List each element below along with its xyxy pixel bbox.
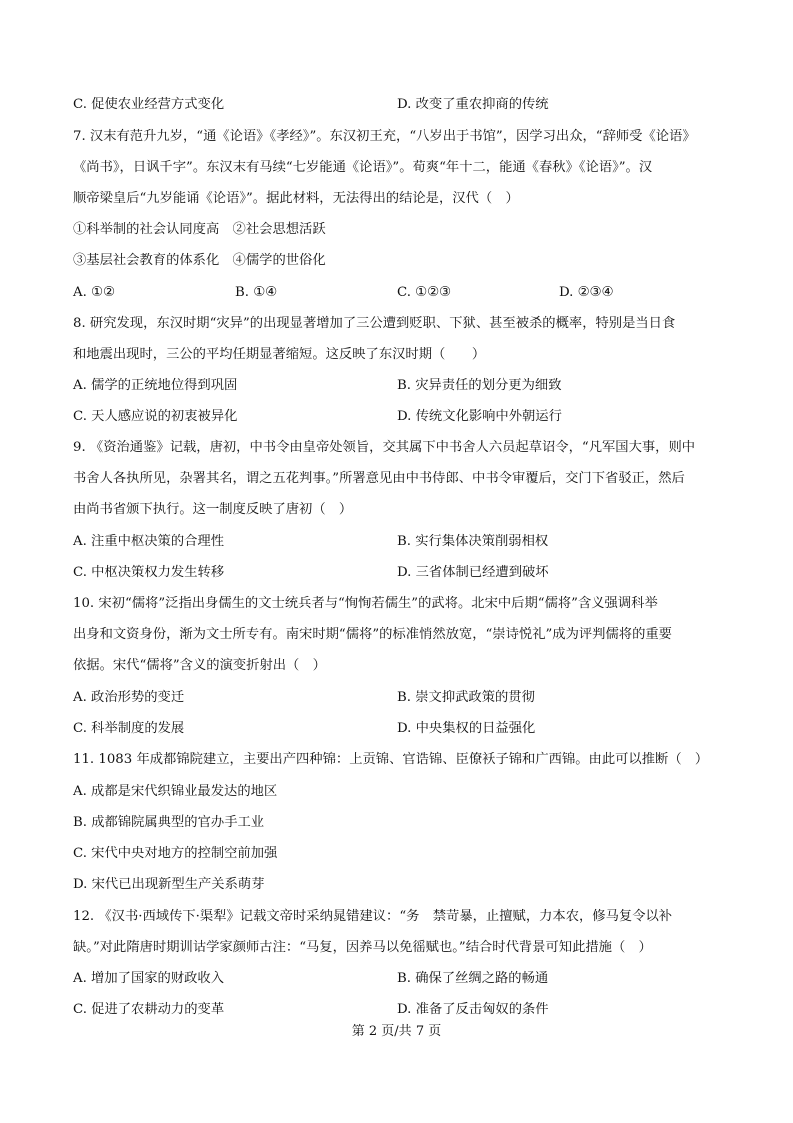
q8-stem-line-2: 和地震出现时，三公的平均任期显著缩短。这反映了东汉时期（ ） — [73, 347, 486, 362]
q7-option-d: D. ②③④ — [559, 285, 614, 300]
q10-stem-line-1: 10. 宋初“儒将”泛指出身儒生的文士统兵者与“恂恂若儒生”的武将。北宋中后期“儒将”含义强调科举 — [73, 596, 658, 611]
q12-stem-line-1: 12. 《汉书·西域传下·渠犁》记载文帝时采纳晁错建议：“务 禁苛暴，止擅赋，力本农，修马复令以补 — [73, 909, 673, 924]
q11-stem-line-1: 11. 1083 年成都锦院建立，主要出产四种锦：上贡锦、官诰锦、臣僚袄子锦和广西锦。由此可以推断（ ） — [73, 752, 709, 767]
q12-option-b: B. 确保了丝绸之路的畅通 — [397, 971, 549, 986]
q11-option-c: C. 宋代中央对地方的控制空前加强 — [73, 846, 278, 861]
q6-option-d: D. 改变了重农抑商的传统 — [397, 97, 549, 112]
page-number-footer: 第 2 页/共 7 页 — [351, 1024, 442, 1039]
q10-options-row-2 — [73, 720, 725, 738]
q9-option-a: A. 注重中枢决策的合理性 — [73, 534, 225, 549]
q7-statement-line-2: ③基层社会教育的体系化 ④儒学的世俗化 — [73, 253, 326, 268]
q7-option-a: A. ①② — [73, 285, 115, 300]
q8-option-d: D. 传统文化影响中外朝运行 — [397, 409, 562, 424]
q9-option-c: C. 中枢决策权力发生转移 — [73, 565, 225, 580]
q12-options-row-2 — [73, 1001, 725, 1019]
q6-option-c: C. 促使农业经营方式变化 — [73, 97, 225, 112]
q7-stem-line-2: 《尚书》，日讽千字”。东汉末有马续“七岁能通《论语》”。荀爽“年十二，能通《春秋》《论语》”。汉 — [73, 160, 653, 175]
q12-option-c: C. 促进了农耕动力的变革 — [73, 1002, 225, 1017]
q12-options-row-1 — [73, 970, 725, 988]
q9-stem-line-1: 9. 《资治通鉴》记载，唐初，中书令由皇帝处领旨，交其属下中书舍人六员起草诏令，“凡军国大事，则中 — [73, 440, 696, 455]
q6-options-row — [73, 96, 725, 114]
q7-option-c: C. ①②③ — [397, 285, 451, 300]
q10-option-b: B. 崇文抑武政策的贯彻 — [397, 690, 535, 705]
q10-option-c: C. 科举制度的发展 — [73, 721, 185, 736]
q11-option-a: A. 成都是宋代织锦业最发达的地区 — [73, 784, 278, 799]
q11-option-b: B. 成都锦院属典型的官办手工业 — [73, 815, 265, 830]
q9-option-b: B. 实行集体决策削弱相权 — [397, 534, 549, 549]
q9-option-d: D. 三省体制已经遭到破坏 — [397, 565, 549, 580]
q8-options-row-2 — [73, 408, 725, 426]
q8-stem-line-1: 8. 研究发现，东汉时期“灾异”的出现显著增加了三公遭到贬职、下狱、甚至被杀的概率，特别是当日食 — [73, 316, 676, 331]
q8-option-b: B. 灾异责任的划分更为细致 — [397, 378, 562, 393]
q12-option-a: A. 增加了国家的财政收入 — [73, 971, 225, 986]
q8-option-c: C. 天人感应说的初衷被异化 — [73, 409, 238, 424]
q12-stem-line-2: 缺。”对此隋唐时期训诂学家颜师古注：“马复，因养马以免徭赋也。”结合时代背景可知此措施（ ） — [73, 940, 652, 955]
q7-options-row — [73, 284, 725, 302]
q7-statement-line-1: ①科举制的社会认同度高 ②社会思想活跃 — [73, 222, 326, 237]
q7-option-b: B. ①④ — [235, 285, 278, 300]
q10-option-d: D. 中央集权的日益强化 — [397, 721, 536, 736]
q7-stem-line-3: 顺帝梁皇后“九岁能诵《论语》”。据此材料，无法得出的结论是，汉代（ ） — [73, 191, 519, 206]
q9-options-row-2 — [73, 564, 725, 582]
q10-stem-line-3: 依据。宋代“儒将”含义的演变折射出（ ） — [73, 658, 326, 673]
q9-stem-line-3: 由尚书省颁下执行。这一制度反映了唐初（ ） — [73, 502, 353, 517]
q10-options-row-1 — [73, 689, 725, 707]
q9-stem-line-2: 书舍人各执所见，杂署其名，谓之五花判事。”所署意见由中书侍郎、中书令审覆后，交门下省驳正，然后 — [73, 471, 685, 486]
q9-options-row-1 — [73, 533, 725, 551]
q11-option-d: D. 宋代已出现新型生产关系萌芽 — [73, 877, 265, 892]
q10-option-a: A. 政治形势的变迁 — [73, 690, 185, 705]
q7-stem-line-1: 7. 汉末有范升九岁，“通《论语》《孝经》”。东汉初王充，“八岁出于书馆”，因学习出众，“辞师受《论语》 — [73, 129, 696, 144]
q8-options-row-1 — [73, 377, 725, 395]
q12-option-d: D. 准备了反击匈奴的条件 — [397, 1002, 549, 1017]
q10-stem-line-2: 出身和文资身份，渐为文士所专有。南宋时期“儒将”的标准悄然放宽，“崇诗悦礼”成为评判儒将的重要 — [73, 627, 672, 642]
q8-option-a: A. 儒学的正统地位得到巩固 — [73, 378, 238, 393]
